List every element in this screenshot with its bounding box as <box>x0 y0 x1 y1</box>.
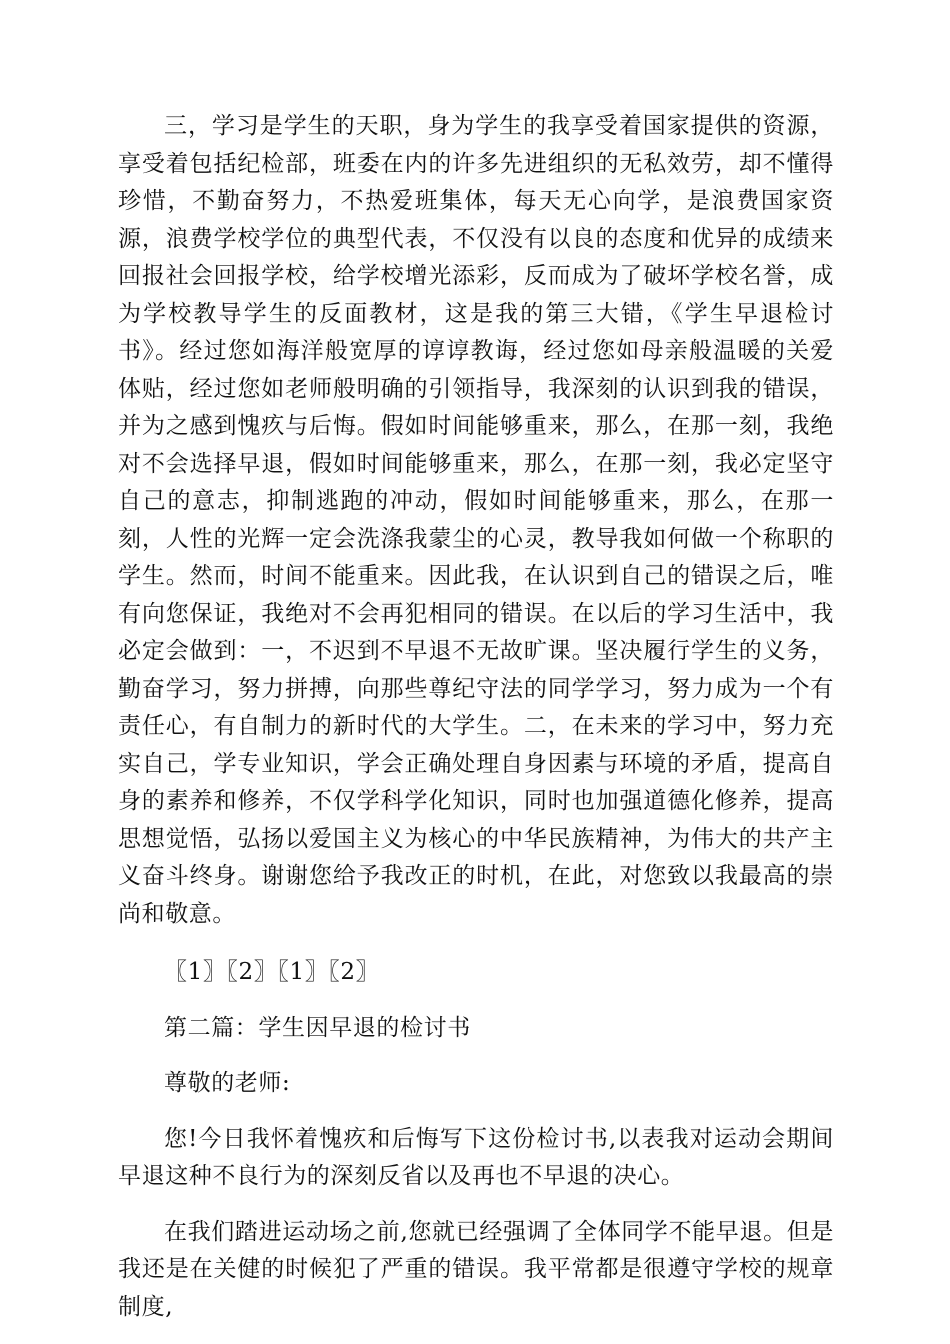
paragraph-references: 〖1〗〖2〗〖1〗〖2〗 <box>164 959 380 985</box>
paragraph-body: 在我们踏进运动场之前,您就已经强调了全体同学不能早退。但是我还是在关健的时候犯了严重的错误。我平常都是很遵守学校的规章制度, <box>118 1218 834 1320</box>
document-page <box>118 108 834 1344</box>
paragraph-opening: 您!今日我怀着愧疚和后悔写下这份检讨书,以表我对运动会期间早退这种不良行为的深刻反省以及再也不早退的决心。 <box>118 1125 834 1189</box>
salutation: 尊敬的老师: <box>164 1070 291 1096</box>
section-heading: 第二篇：学生因早退的检讨书 <box>164 1014 471 1041</box>
paragraph-third-point: 三，学习是学生的天职，身为学生的我享受着国家提供的资源，享受着包括纪检部，班委在内的许多先进组织的无私效劳，却不懂得珍惜，不勤奋努力，不热爱班集体，每天无心向学，是浪费国家资源，浪费学校学位的典型代表，不仅没有以良的态度和优异的成绩来回报社会回报学校，给学校增光添彩，反而成为了破坏学校名誉，成为学校教导学生的反面教材，这是我的第三大错，《学生早退检讨书》。经过您如海洋般宽厚的谆谆教诲，经过您如母亲般温暖的关爱体贴，经过您如老师般明确的引领指导，我深刻的认识到我的错误，并为之感到愧疚与后悔。假如时间能够重来，那么，在那一刻，我绝对不会选择早退，假如时间能够重来，那么，在那一刻，我必定坚守自己的意志，抑制逃跑的冲动，假如时间能够重来，那么，在那一刻，人性的光辉一定会洗涤我蒙尘的心灵，教导我如何做一个称职的学生。然而，时间不能重来。因此我，在认识到自己的错误之后，唯有向您保证，我绝对不会再犯相同的错误。在以后的学习生活中，我必定会做到：一，不迟到不早退不无故旷课。坚决履行学生的义务，勤奋学习，努力拼搏，向那些尊纪守法的同学学习，努力成为一个有责任心，有自制力的新时代的大学生。二，在未来的学习中，努力充实自己，学专业知识，学会正确处理自身因素与环境的矛盾，提高自身的素养和修养，不仅学科学化知识，同时也加强道德化修养，提高思想觉悟，弘扬以爱国主义为核心的中华民族精神，为伟大的共产主义奋斗终身。谢谢您给予我改正的时机，在此，对您致以我最高的崇尚和敬意。 <box>118 113 834 927</box>
